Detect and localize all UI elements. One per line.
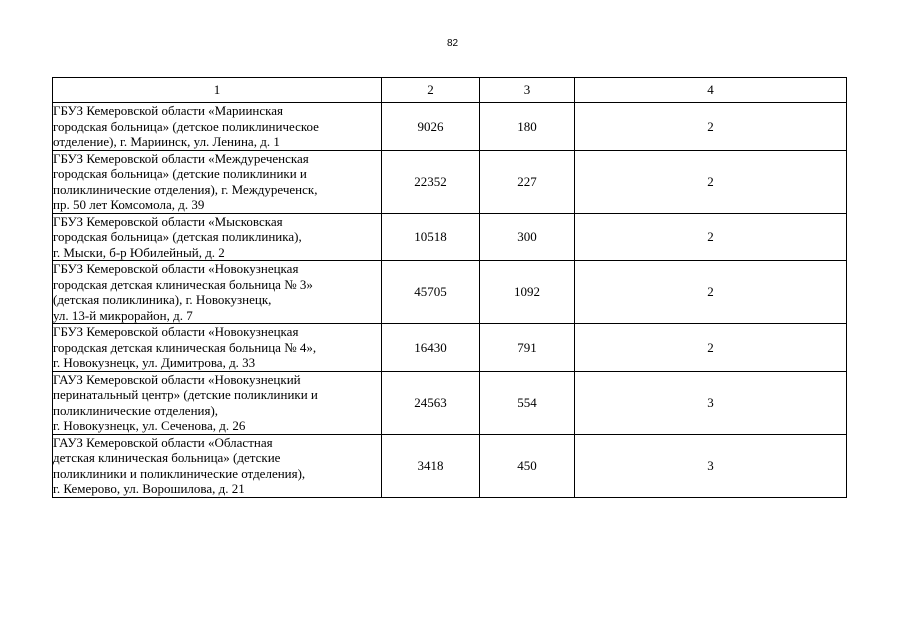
column-2-cell: 3418 [382, 434, 480, 497]
name-line: ГБУЗ Кемеровской области «Новокузнецкая [53, 261, 299, 276]
name-line: поликлиники и поликлинические отделения), [53, 465, 306, 481]
table-row [53, 213, 847, 261]
name-line: перинатальный центр» (детские поликлиники и [53, 387, 318, 402]
name-line: г. Новокузнецк, ул. Димитрова, д. 33 [53, 355, 256, 370]
institution-name-cell [53, 103, 382, 151]
name-line: ГАУЗ Кемеровской области «Новокузнецкий [53, 371, 301, 387]
table-header-row [53, 78, 847, 103]
name-line: городская больница» (детское поликлиническое [53, 118, 319, 134]
column-4-cell: 2 [575, 150, 847, 213]
name-line: городская детская клиническая больница № 4», [53, 339, 317, 355]
column-4-cell: 3 [575, 434, 847, 497]
name-line: поликлинические отделения), [53, 402, 219, 418]
column-2-cell: 10518 [382, 213, 480, 261]
name-line: ГБУЗ Кемеровской области «Мариинская [53, 103, 284, 118]
name-line: (детская поликлиника), г. Новокузнецк, [53, 292, 272, 307]
column-4-cell: 2 [575, 261, 847, 324]
column-header: 2 [382, 78, 480, 103]
institution-name-cell [53, 213, 382, 261]
name-line: городская больница» (детская поликлиника), [53, 229, 302, 244]
column-2-cell: 16430 [382, 324, 480, 372]
column-header: 4 [575, 78, 847, 103]
data-table [52, 77, 847, 498]
name-line: ГАУЗ Кемеровской области «Областная [53, 434, 273, 450]
name-line: поликлинические отделения), г. Междуреченск, [53, 181, 318, 197]
name-line: г. Кемерово, ул. Ворошилова, д. 21 [53, 481, 245, 496]
name-line: отделение), г. Мариинск, ул. Ленина, д. 1 [53, 134, 280, 149]
column-3-cell: 554 [480, 371, 575, 434]
institution-name-cell [53, 324, 382, 372]
institution-name-cell [53, 261, 382, 324]
name-line: городская больница» (детские поликлиники и [53, 166, 307, 181]
table-row [53, 371, 847, 434]
institution-name-cell [53, 434, 382, 497]
table-row [53, 324, 847, 372]
name-line: ГБУЗ Кемеровской области «Мысковская [53, 213, 283, 229]
column-header: 3 [480, 78, 575, 103]
name-line: городская детская клиническая больница № 3» [53, 276, 313, 292]
table-row [53, 261, 847, 324]
table-row [53, 434, 847, 497]
name-line: детская клиническая больница» (детские [53, 450, 281, 465]
column-2-cell: 24563 [382, 371, 480, 434]
column-4-cell: 2 [575, 213, 847, 261]
column-3-cell: 180 [480, 103, 575, 151]
name-line: пр. 50 лет Комсомола, д. 39 [53, 197, 205, 212]
name-line: г. Мыски, б-р Юбилейный, д. 2 [53, 244, 225, 260]
institution-name-cell [53, 371, 382, 434]
column-2-cell: 45705 [382, 261, 480, 324]
page-number: 82 [446, 38, 459, 49]
column-3-cell: 300 [480, 213, 575, 261]
name-line: ГБУЗ Кемеровской области «Междуреченская [53, 150, 309, 166]
name-line: г. Новокузнецк, ул. Сеченова, д. 26 [53, 418, 246, 433]
column-4-cell: 2 [575, 103, 847, 151]
column-3-cell: 450 [480, 434, 575, 497]
name-line: ГБУЗ Кемеровской области «Новокузнецкая [53, 324, 299, 339]
name-line: ул. 13-й микрорайон, д. 7 [53, 307, 193, 323]
column-3-cell: 1092 [480, 261, 575, 324]
column-4-cell: 2 [575, 324, 847, 372]
column-header: 1 [53, 78, 382, 103]
column-2-cell: 22352 [382, 150, 480, 213]
table-row [53, 150, 847, 213]
table-row [53, 103, 847, 151]
column-3-cell: 227 [480, 150, 575, 213]
column-2-cell: 9026 [382, 103, 480, 151]
column-3-cell: 791 [480, 324, 575, 372]
column-4-cell: 3 [575, 371, 847, 434]
institution-name-cell [53, 150, 382, 213]
